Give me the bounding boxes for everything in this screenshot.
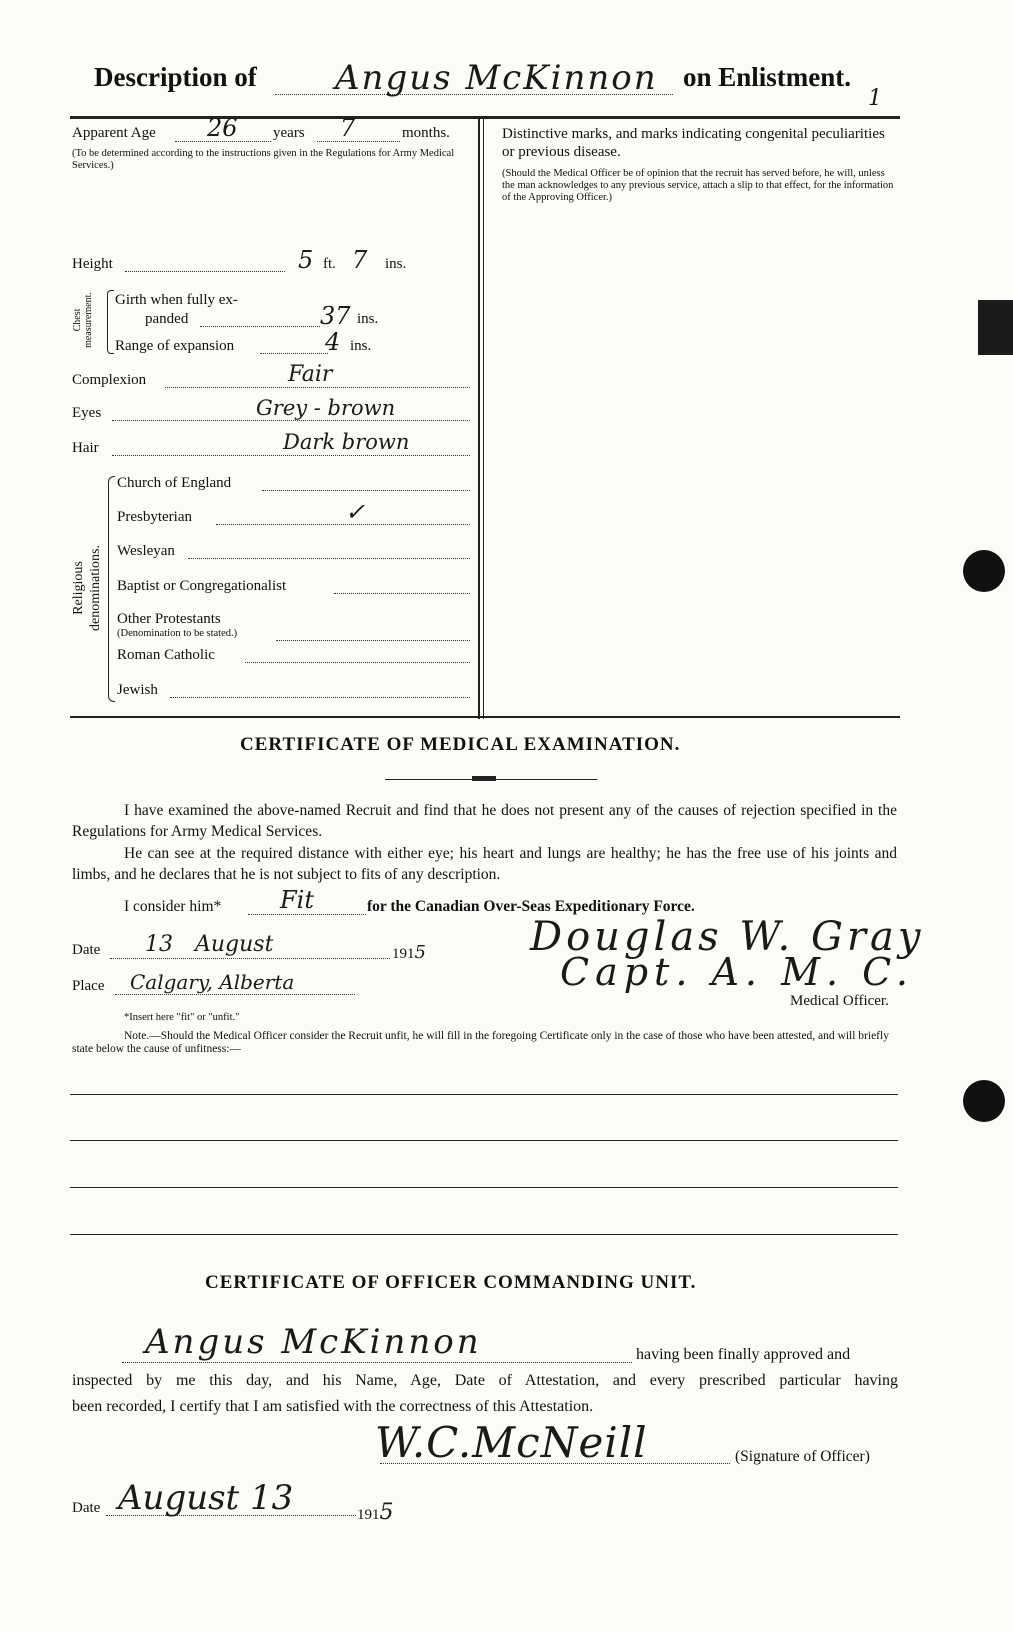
- commanding-date-label: Date: [72, 1500, 101, 1516]
- height-label: Height: [72, 256, 113, 272]
- age-note: (To be determined according to the instructions given in the Regulations for Army Medical Services.): [72, 148, 455, 171]
- ft-label: ft.: [323, 256, 336, 272]
- range-ins-label: ins.: [350, 338, 372, 354]
- eyes-value: Grey - brown: [256, 396, 396, 420]
- marks-heading: Distinctive marks, and marks indicating congenital peculiarities or previous disease.: [502, 126, 885, 160]
- girth-label-1: Girth when fully ex-: [115, 292, 238, 308]
- consider-suffix: for the Canadian Over-Seas Expeditionary Force.: [367, 898, 695, 915]
- religion-brace: [108, 476, 115, 702]
- religion-baptist: Baptist or Congregationalist: [117, 578, 287, 594]
- medical-certificate-title: CERTIFICATE OF MEDICAL EXAMINATION.: [240, 734, 681, 755]
- religion-presbyterian: Presbyterian: [117, 509, 192, 525]
- marks-note: (Should the Medical Officer be of opinion that the recruit has served before, he will, unless the man acknowledges to any previous service, attach a slip to that effect, for the information of the Approving Officer.): [502, 168, 894, 203]
- medical-para-1: I have examined the above-named Recruit and find that he does not present any of the causes of rejection specified in the Regulations for Army Medical Services.: [72, 802, 897, 840]
- medical-officer-signature: Douglas W. Gray: [530, 914, 925, 960]
- commanding-line-1: having been finally approved and: [636, 1346, 851, 1363]
- insert-note: *Insert here "fit" or "unfit.": [124, 1012, 240, 1023]
- chest-side-label: Chest measurement.: [72, 292, 94, 348]
- religion-check-mark: ✓: [345, 498, 366, 526]
- commanding-year: 1915: [357, 1500, 394, 1525]
- commanding-certificate-title: CERTIFICATE OF OFFICER COMMANDING UNIT.: [205, 1272, 697, 1293]
- complexion-label: Complexion: [72, 372, 147, 388]
- form-title-suffix: on Enlistment.: [683, 62, 852, 92]
- eyes-label: Eyes: [72, 405, 102, 421]
- medical-para-2: He can see at the required distance with either eye; his heart and lungs are healthy; he has the free use of his joints and limbs, and he declares that he is not subject to fits of any description.: [72, 845, 897, 883]
- height-ft: 5: [298, 246, 314, 274]
- complexion-value: Fair: [288, 362, 333, 387]
- girth-ins-label: ins.: [357, 311, 379, 327]
- commanding-line-3: been recorded, I certify that I am satisfied with the correctness of this Attestation.: [72, 1398, 594, 1415]
- religion-other-protestants: Other Protestants: [117, 611, 221, 627]
- torn-edge: [978, 300, 1013, 355]
- corner-mark: 1: [868, 86, 882, 111]
- medical-officer-label: Medical Officer.: [790, 993, 889, 1009]
- medical-year: 1915: [392, 942, 426, 963]
- religion-wesleyan: Wesleyan: [117, 543, 175, 559]
- girth-label-2: panded: [145, 311, 189, 327]
- religion-jewish: Jewish: [117, 682, 158, 698]
- consider-prefix: I consider him*: [124, 898, 222, 915]
- hair-label: Hair: [72, 440, 99, 456]
- range-label: Range of expansion: [115, 338, 235, 354]
- religion-side-label: Religious denominations.: [71, 545, 103, 631]
- age-months: 7: [340, 114, 356, 142]
- medical-officer-rank: Capt. A. M. C.: [560, 950, 914, 994]
- months-label: months.: [402, 125, 450, 141]
- punch-hole-top: [963, 550, 1005, 592]
- medical-date-month: August: [195, 932, 274, 957]
- age-years: 26: [207, 114, 238, 142]
- religion-roman-catholic: Roman Catholic: [117, 647, 215, 663]
- apparent-age-label: Apparent Age: [72, 125, 156, 141]
- fit-value: Fit: [280, 886, 314, 914]
- medical-date-day: 13: [145, 932, 173, 957]
- recruit-name: Angus McKinnon: [335, 58, 658, 98]
- range-value: 4: [325, 328, 341, 356]
- commanding-recruit-name: Angus McKinnon: [145, 1322, 482, 1362]
- girth-value: 37: [320, 302, 351, 330]
- height-ins: 7: [352, 246, 368, 274]
- medical-place-label: Place: [72, 978, 105, 994]
- ins-label: ins.: [385, 256, 407, 272]
- religion-other-note: (Denomination to be stated.): [117, 628, 238, 639]
- commanding-signature-label: (Signature of Officer): [735, 1448, 870, 1465]
- chest-brace: [107, 290, 114, 354]
- years-label: years: [273, 125, 305, 141]
- medical-note: Note.—Should the Medical Officer consider the Recruit unfit, he will fill in the foregoing Certificate only in the case of those who have been attested, and will briefly state below the cause of unfitness:—: [72, 1030, 889, 1055]
- punch-hole-bottom: [963, 1080, 1005, 1122]
- form-title: Description of: [94, 62, 257, 92]
- commanding-date-value: August 13: [118, 1478, 294, 1518]
- medical-date-label: Date: [72, 942, 101, 958]
- medical-place-value: Calgary, Alberta: [130, 970, 295, 994]
- commanding-line-2: inspected by me this day, and his Name, Age, Date of Attestation, and every prescribed particular having: [72, 1372, 898, 1389]
- commanding-officer-signature: W.C.McNeill: [375, 1418, 648, 1467]
- hair-value: Dark brown: [283, 430, 410, 454]
- religion-church-of-england: Church of England: [117, 475, 232, 491]
